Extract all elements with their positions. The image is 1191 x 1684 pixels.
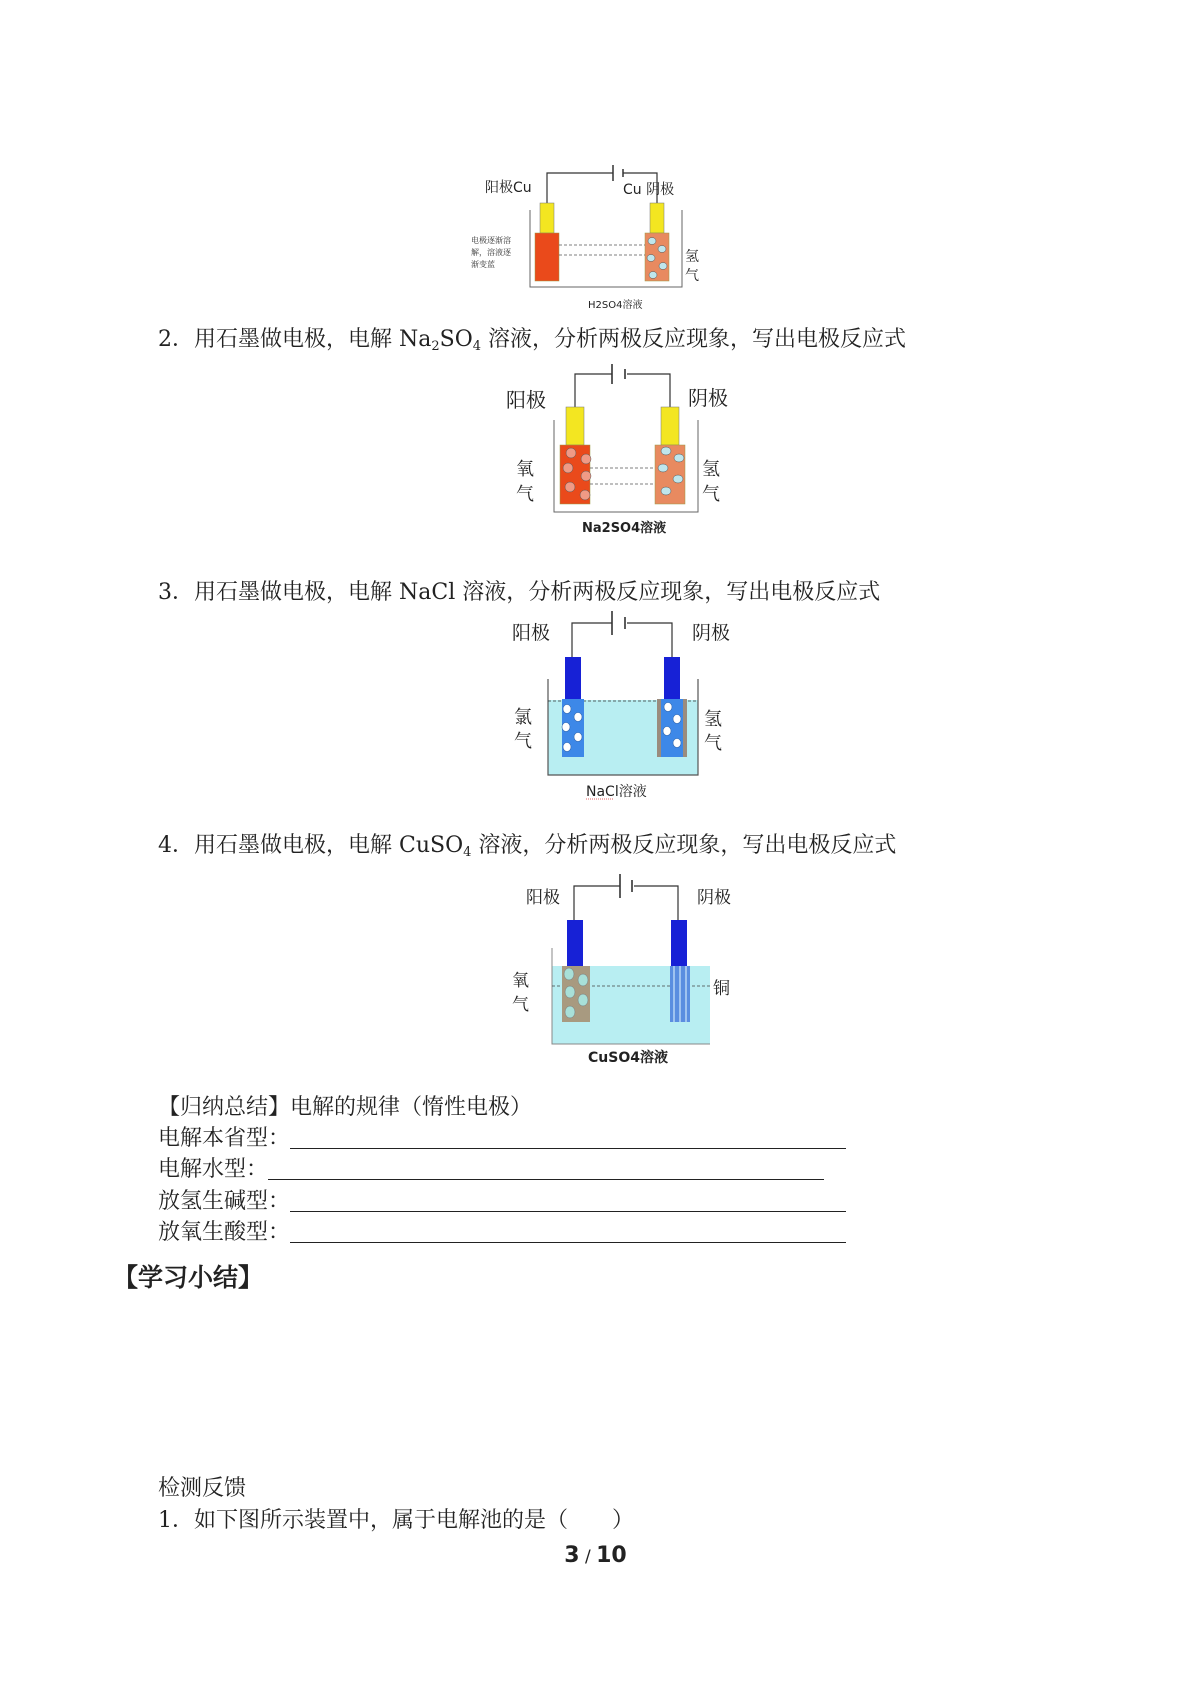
question-number: 4． <box>158 833 194 858</box>
answer-blank[interactable] <box>290 1128 846 1149</box>
left-gas-2: 气 <box>514 731 532 752</box>
question-number: 2． <box>158 327 194 352</box>
summary-item: 电解本省型： <box>158 1121 846 1152</box>
section-heading: 【学习小结】 <box>113 1263 264 1292</box>
answer-blank[interactable] <box>268 1159 824 1180</box>
right-gas-1: 氢 <box>702 459 720 480</box>
left-gas-1: 氯 <box>514 707 532 728</box>
gas-label-1: 氢 <box>685 249 699 265</box>
diagram-na2so4-electrolysis <box>500 360 760 545</box>
gas-label-2: 气 <box>685 268 699 284</box>
question-4: 4．用石墨做电极，电解 CuSO$_4$ 溶液，分析两极反应现象，写出电极反应式 <box>158 833 897 860</box>
cathode-label: 阴极 <box>697 888 731 908</box>
solution-label: Na2SO4溶液 <box>582 521 667 536</box>
left-gas-2: 气 <box>516 484 534 505</box>
diagram-nacl-electrolysis <box>500 605 760 805</box>
right-label: 铜 <box>713 979 730 999</box>
diagram-cu-electrolysis-h2so4 <box>471 165 750 315</box>
summary-item: 电解水型： <box>158 1152 824 1183</box>
anode-label: 阳极Cu <box>485 180 532 196</box>
question-2: 2．用石墨做电极，电解 $Na_2SO_4$ 溶液，分析两极反应现象，写出电极反应式 <box>158 327 907 354</box>
diagram-cuso4-electrolysis <box>500 868 760 1068</box>
page-number: 3 / 10 <box>564 1543 627 1568</box>
feedback-title: 检测反馈 <box>158 1476 247 1501</box>
solution-label: CuSO4溶液 <box>588 1050 668 1066</box>
feedback-question-1: 1．如下图所示装置中，属于电解池的是（ ） <box>158 1508 634 1533</box>
cathode-label: 阴极 <box>688 386 728 410</box>
answer-blank[interactable] <box>290 1191 846 1212</box>
left-gas-2: 气 <box>512 995 529 1015</box>
right-gas-2: 气 <box>702 484 720 505</box>
note-line-3: 渐变蓝 <box>471 260 495 269</box>
note-line-1: 电极逐渐溶 <box>471 236 511 245</box>
question-number: 3． <box>158 580 194 605</box>
summary-title: 【归纳总结】电解的规律（惰性电极） <box>158 1095 533 1120</box>
solution-label: H2SO4溶液 <box>588 300 643 311</box>
answer-blank[interactable] <box>290 1222 846 1243</box>
summary-item: 放氢生碱型： <box>158 1184 846 1215</box>
right-gas-2: 气 <box>704 733 722 754</box>
anode-label: 阳极 <box>512 622 551 644</box>
anode-label: 阳极 <box>526 888 560 908</box>
anode-label: 阳极 <box>506 388 546 412</box>
left-gas-1: 氧 <box>512 971 529 991</box>
cathode-label: Cu 阴极 <box>623 182 675 198</box>
question-3: 3．用石墨做电极，电解 NaCl 溶液，分析两极反应现象，写出电极反应式 <box>158 580 881 605</box>
left-gas-1: 氧 <box>516 459 534 480</box>
summary-item: 放氧生酸型： <box>158 1215 846 1246</box>
solution-label: NaCl溶液 <box>586 784 647 800</box>
right-gas-1: 氢 <box>704 709 722 730</box>
cathode-label: 阴极 <box>692 622 731 644</box>
note-line-2: 解，溶液逐 <box>471 248 511 257</box>
